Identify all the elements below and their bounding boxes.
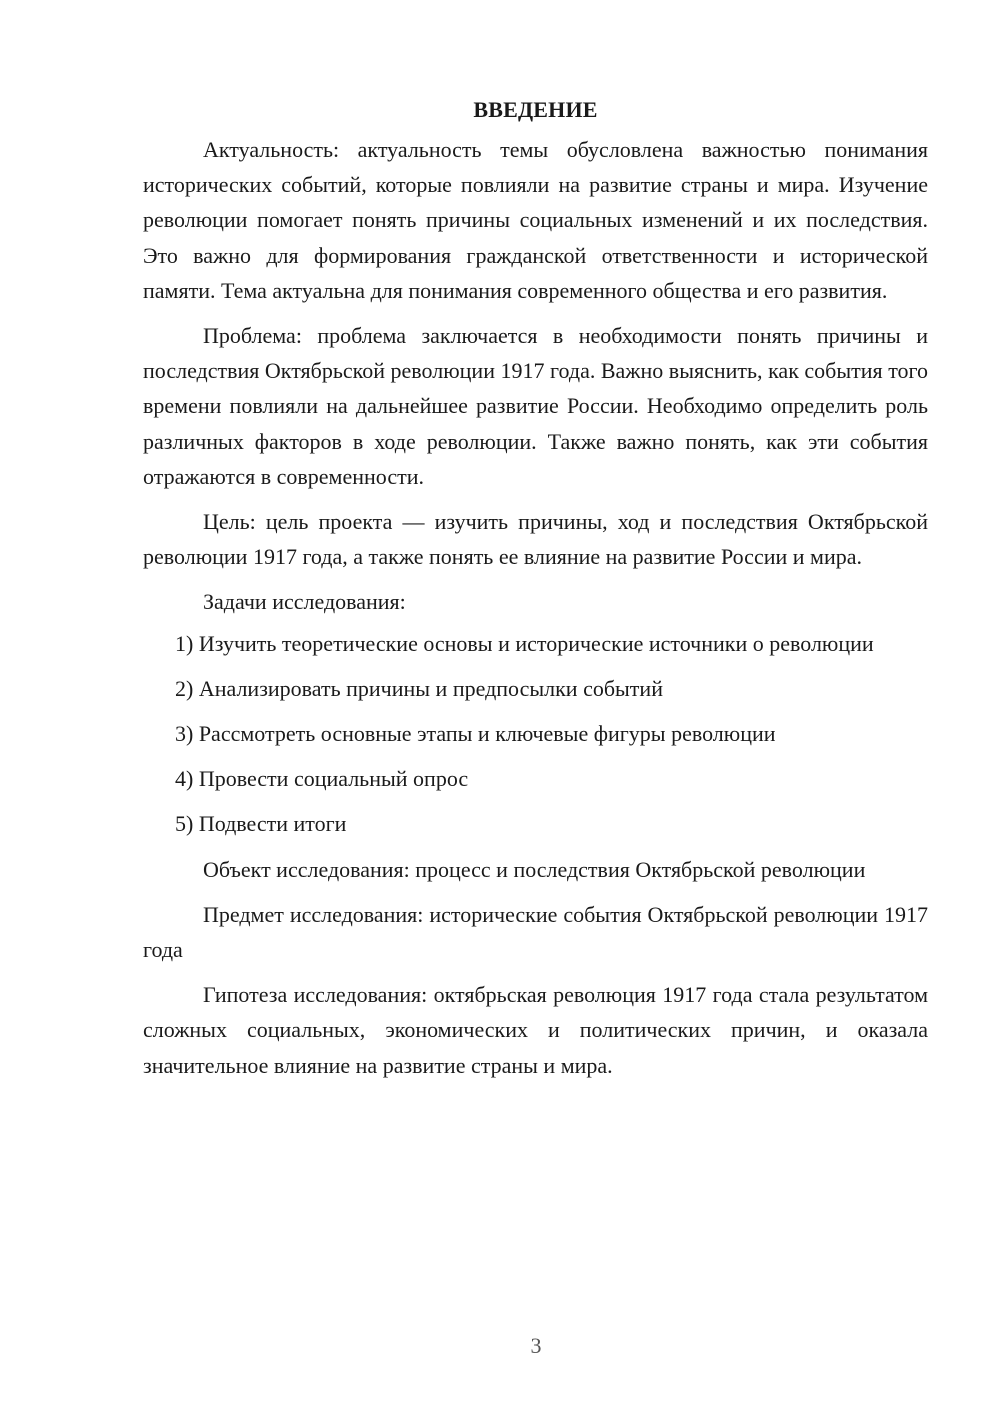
paragraph-goal: Цель: цель проекта — изучить причины, ход и последствия Октябрьской революции 1917 года, а также понять ее влияние на развитие России и мира. [143, 509, 928, 570]
task-item-1: 1) Изучить теоретические основы и исторические источники о революции [175, 630, 874, 656]
paragraph-subject: Предмет исследования: исторические события Октябрьской революции 1917 года [143, 901, 928, 963]
task-item-5: 5) Подвести итоги [175, 811, 347, 837]
section-title: ВВЕДЕНИЕ [473, 97, 598, 122]
task-item-2: 2) Анализировать причины и предпосылки событий [175, 675, 663, 701]
task-item-3: 3) Рассмотреть основные этапы и ключевые фигуры революции [175, 721, 776, 747]
paragraph-hypothesis: Гипотеза исследования: октябрьская революция 1917 года стала результатом сложных социальных, экономических и политических причин, и оказала значительное влияние на развитие страны и мира. [143, 982, 928, 1078]
task-item-4: 4) Провести социальный опрос [175, 766, 469, 792]
page-content [143, 92, 928, 1093]
tasks-heading: Задачи исследования: [203, 589, 406, 615]
paragraph-problem: Проблема: проблема заключается в необходимости понять причины и последствия Октябрьской революции 1917 года. Важно выяснить, как события того времени повлияли на дальнейшее развитие России. Необходимо определить роль различных факторов в ходе революции. Также важно понять, как эти события отражаются в современности. [143, 323, 928, 489]
paragraph-object: Объект исследования: процесс и последствия Октябрьской революции [203, 856, 866, 882]
page-number: 3 [530, 1333, 542, 1358]
paragraph-relevance: Актуальность: актуальность темы обусловлена важностью понимания исторических событий, которые повлияли на развитие страны и мира. Изучение революции помогает понять причины социальных изменений и их последствия. Это важно для формирования гражданской ответственности и исторической памяти. Тема актуальна для понимания современного общества и его развития. [143, 137, 928, 303]
